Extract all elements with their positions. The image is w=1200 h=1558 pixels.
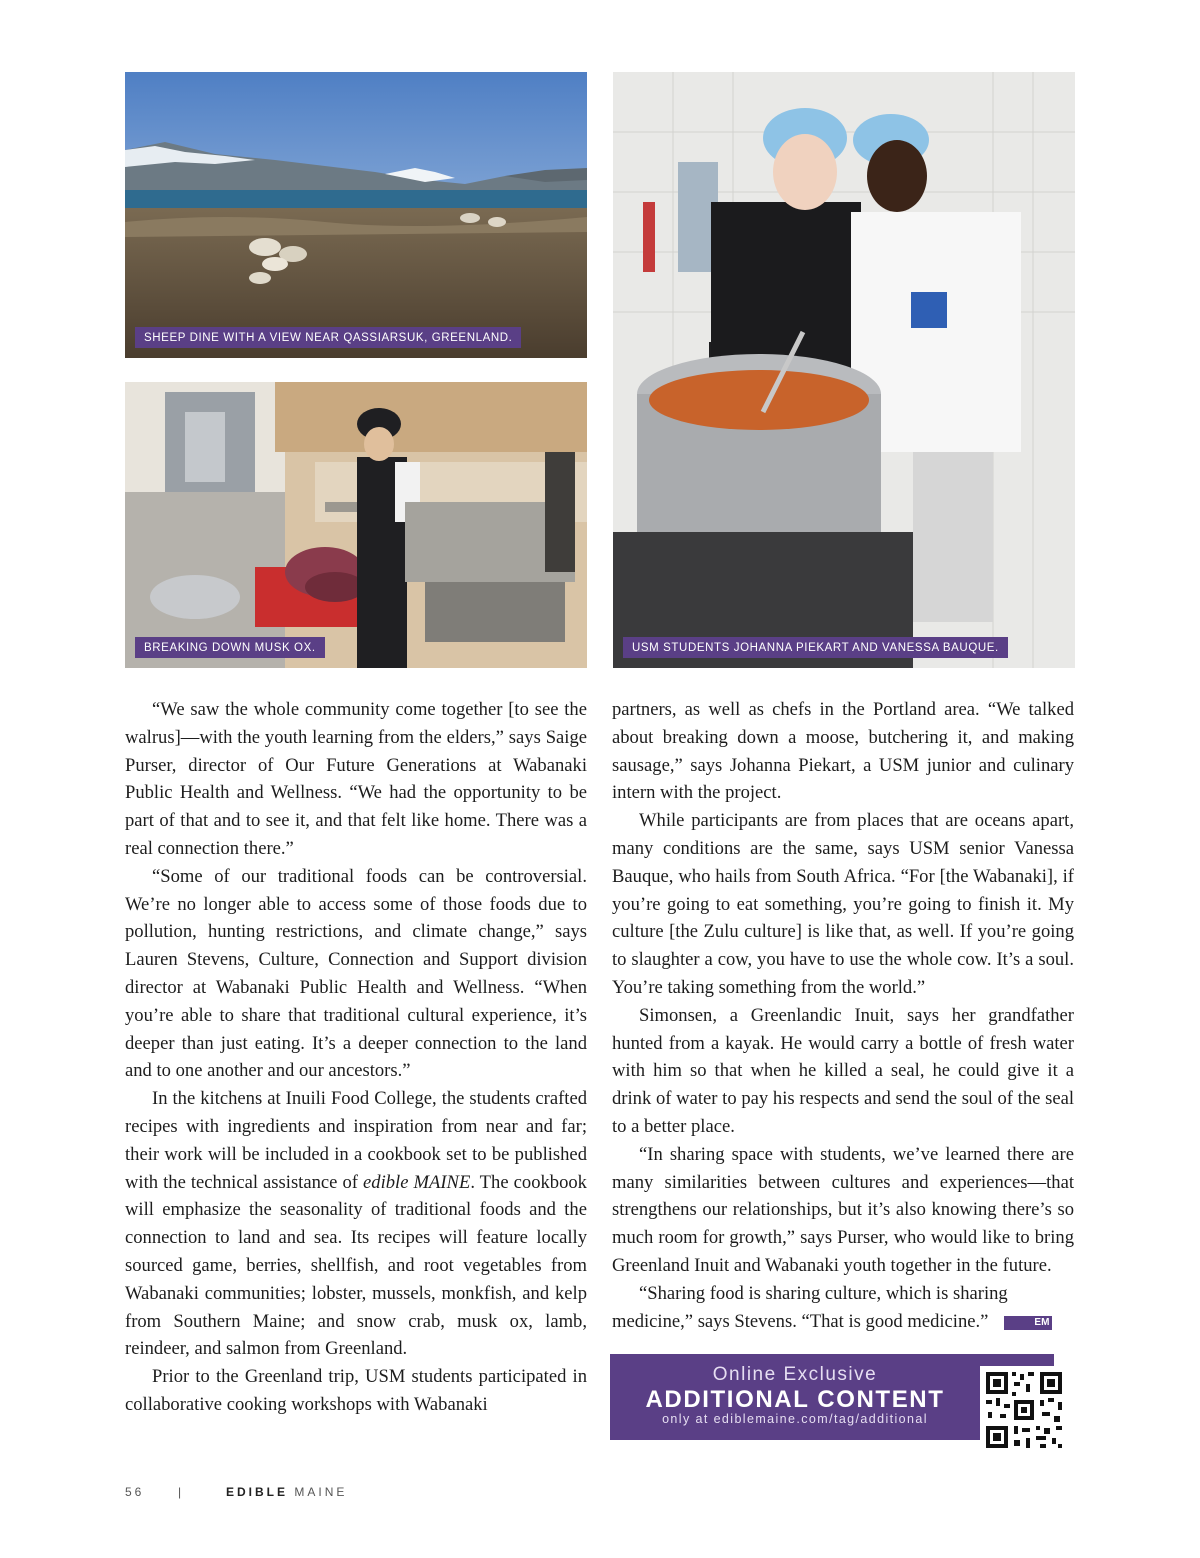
promo-url[interactable]: only at ediblemaine.com/tag/additional: [662, 1412, 928, 1426]
students-illustration: [613, 72, 1075, 668]
kitchen-illustration: [125, 382, 587, 668]
caption-sheep: SHEEP DINE WITH A VIEW NEAR QASSIARSUK, GREENLAND.: [135, 327, 521, 348]
paragraph: “In sharing space with students, we’ve learned there are many similarities between cultures and experiences—that strengthens our relationships, but it’s also knowing there’s so much room for growth,” says Purser, who would like to bring Greenland Inuit and Wabanaki youth together in the future.: [612, 1143, 1074, 1276]
page-number: 56: [125, 1485, 145, 1499]
paragraph: “Some of our traditional foods can be controversial. We’re no longer able to access some of those foods due to pollution, hunting restrictions, and climate change,” says Lauren Stevens, Culture, Connection and Support division director at Wabanaki Public Health and Wellness. “When you’re able to share that traditional cultural experience, it’s deeper than just eating. It’s a deeper connection to the land and to one another and our ancestors.”: [125, 865, 587, 1082]
paragraph: [612, 1280, 1074, 1336]
footer-separator: |: [178, 1485, 185, 1499]
promo-headline: ADDITIONAL CONTENT: [645, 1386, 945, 1413]
article-column-left: [125, 696, 587, 1419]
qr-code-graphic: [980, 1366, 1068, 1454]
paragraph: “We saw the whole community come together [to see the walrus]—with the youth learning from the elders,” says Saige Purser, director of Our Future Generations at Wabanaki Public Health and Wellness. “We had the opportunity to be part of that and to see it, and that felt like home. There was a real connection there.”: [125, 699, 587, 859]
caption-musk-ox: BREAKING DOWN MUSK OX.: [135, 637, 325, 658]
promo-kicker: Online Exclusive: [712, 1364, 878, 1385]
footer-brand-light: MAINE: [294, 1485, 348, 1499]
photo-musk-ox-kitchen: [125, 382, 587, 668]
photo-students: [613, 72, 1075, 668]
text-run: In the kitchens at Inuili Food College, the students crafted recipes with ingredients and inspiration from near and far; their work will be included in a cookbook set to be published with the technical assistance of: [125, 1088, 587, 1193]
caption-students: USM STUDENTS JOHANNA PIEKART AND VANESSA BAUQUE.: [623, 637, 1008, 658]
article-column-right: [612, 696, 1074, 1335]
paragraph: While participants are from places that are oceans apart, many conditions are the same, says USM senior Vanessa Bauque, who hails from South Africa. “For [the Wabanaki], if you’re going to eat something, you’re going to finish it. My culture [the Zulu culture] is like that, as well. If you’re going to slaughter a cow, you have to use the whole cow. It’s a soul. You’re taking something from the world.”: [612, 810, 1074, 998]
paragraph: [125, 1085, 587, 1363]
footer-brand-bold: EDIBLE: [226, 1485, 289, 1499]
footer-brand: [226, 1485, 347, 1499]
paragraph: Prior to the Greenland trip, USM students participated in collaborative cooking workshops with Wabanaki: [125, 1366, 587, 1415]
text-run: . The cookbook will emphasize the seasonality of traditional foods and the connection to land and sea. Its recipes will feature locally sourced game, berries, shellfish, and root vegetables from Wabanaki communities; lobster, mussels, monkfish, and kelp from Southern Maine; and snow crab, musk ox, lamb, reindeer, and salmon from Greenland.: [125, 1171, 587, 1360]
qr-code-icon[interactable]: [980, 1366, 1068, 1454]
end-mark-logo: EM: [1004, 1316, 1052, 1330]
paragraph: partners, as well as chefs in the Portland area. “We talked about breaking down a moose, butchering it, and making sausage,” says Johanna Piekart, a USM junior and culinary intern with the project.: [612, 699, 1074, 804]
landscape-illustration: [125, 72, 587, 358]
photo-sheep-greenland: [125, 72, 587, 358]
publication-name: edible MAINE: [363, 1171, 471, 1193]
text-run: “Sharing food is sharing culture, which is sharing medicine,” says Stevens. “That is good medicine.”: [612, 1282, 1008, 1332]
paragraph: Simonsen, a Greenlandic Inuit, says her grandfather hunted from a kayak. He would carry a bottle of fresh water with him so that when he killed a seal, he could give it a drink of water to pay his respects and send the soul of the seal to a better place.: [612, 1004, 1074, 1137]
